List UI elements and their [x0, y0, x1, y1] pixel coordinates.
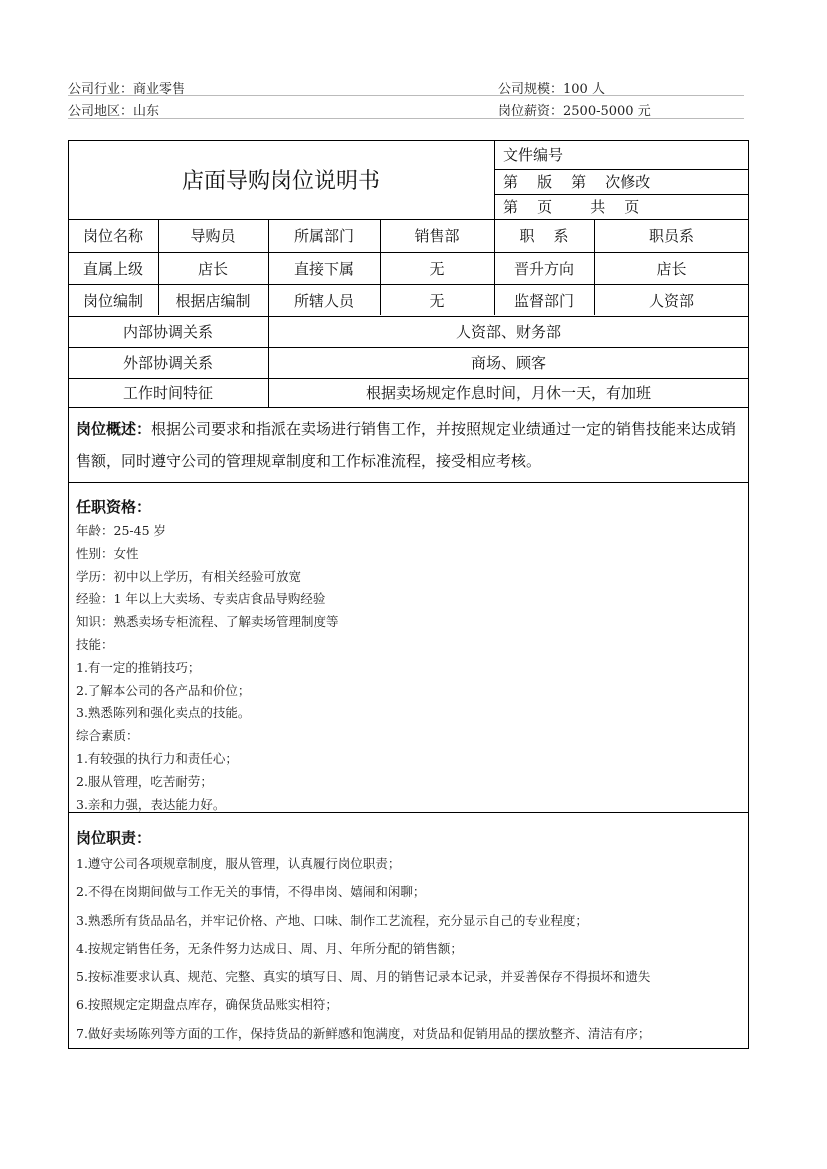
qualification-item: 1.有一定的推销技巧；	[76, 659, 201, 675]
duty-item: 2.不得在岗期间做与工作无关的事情，不得串岗、嬉闹和闲聊；	[76, 884, 426, 900]
internal-relations-value: 人资部、财务部	[455, 323, 561, 341]
staff-label: 所辖人员	[293, 291, 354, 310]
worktime-label: 工作时间特征	[122, 384, 213, 402]
subordinates-label: 直接下属	[293, 259, 354, 278]
qualification-item: 综合素质：	[76, 728, 139, 744]
supervisor-label: 直属上级	[82, 259, 143, 278]
internal-relations-label: 内部协调关系	[122, 323, 213, 341]
duty-item: 6.按照规定定期盘点库存，确保货品账实相符；	[76, 997, 338, 1013]
supervision-value: 人资部	[648, 291, 694, 310]
duties-list	[76, 850, 650, 1048]
department-label: 所属部门	[293, 227, 354, 245]
qualifications-title: 任职资格：	[76, 498, 152, 516]
page-label: 第 页 共 页	[503, 198, 640, 216]
job-title-value: 导购员	[190, 227, 236, 245]
supervisor-value: 店长	[197, 259, 228, 278]
qualification-item: 学历：初中以上学历，有相关经验可放宽	[76, 568, 302, 584]
headcount-label: 岗位编制	[82, 291, 143, 310]
staff-value: 无	[429, 291, 445, 310]
qualification-item: 3.亲和力强，表达能力好。	[76, 796, 226, 812]
header-divider	[68, 95, 744, 96]
company-scale: 公司规模：100 人	[498, 82, 605, 97]
qualification-item: 经验：1 年以上大卖场、专卖店食品导购经验	[76, 591, 326, 607]
document-title: 店面导购岗位说明书	[181, 169, 380, 194]
job-family-value: 职员系	[648, 227, 694, 245]
duty-item: 3.熟悉所有货品品名，并牢记价格、产地、口味、制作工艺流程，充分显示自己的专业程度；	[76, 912, 588, 928]
summary-text: 根据公司要求和指派在卖场进行销售工作，并按照规定业绩通过一定的销售技能来达成销售额，同时遵守公司的管理规章制度和工作标准流程，接受相应考核。	[76, 420, 737, 470]
version-label: 第 版 第 次修改	[503, 173, 651, 191]
job-title-label: 岗位名称	[82, 227, 143, 245]
qualifications-list	[76, 520, 339, 816]
duty-item: 4.按规定销售任务，无条件努力达成日、周、月、年所分配的销售额；	[76, 940, 463, 956]
company-region: 公司地区：山东	[68, 104, 160, 119]
grid-line	[68, 407, 749, 408]
position-salary: 岗位薪资：2500-5000 元	[498, 104, 651, 119]
department-value: 销售部	[414, 227, 460, 245]
qualification-item: 1.有较强的执行力和责任心；	[76, 750, 238, 766]
subordinates-value: 无	[429, 259, 445, 278]
headcount-value: 根据店编制	[175, 291, 251, 310]
qualification-item: 3.熟悉陈列和强化卖点的技能。	[76, 705, 251, 721]
promotion-value: 店长	[656, 259, 687, 278]
duty-item: 5.按标准要求认真、规范、完整、真实的填写日、周、月的销售记录本记录，并妥善保存不得损坏和遗失	[76, 969, 651, 985]
promotion-label: 晋升方向	[513, 259, 574, 278]
duty-item: 7.做好卖场陈列等方面的工作，保持货品的新鲜感和饱满度，对货品和促销用品的摆放整齐、清洁有序；	[76, 1025, 651, 1041]
qualification-item: 2.服从管理，吃苦耐劳；	[76, 773, 213, 789]
supervision-label: 监督部门	[513, 291, 574, 310]
duty-item: 1.遵守公司各项规章制度，服从管理，认真履行岗位职责；	[76, 856, 401, 871]
duties-title: 岗位职责：	[76, 829, 152, 847]
header-divider	[68, 118, 744, 119]
grid-line	[68, 482, 749, 483]
summary-label: 岗位概述：	[76, 420, 152, 438]
job-summary	[76, 413, 748, 477]
company-industry: 公司行业：商业零售	[68, 82, 186, 97]
qualification-item: 性别：女性	[76, 545, 139, 561]
external-relations-label: 外部协调关系	[122, 354, 213, 372]
worktime-value: 根据卖场规定作息时间，月休一天，有加班	[365, 384, 651, 402]
external-relations-value: 商场、顾客	[470, 354, 546, 372]
qualification-item: 知识：熟悉卖场专柜流程、了解卖场管理制度等	[76, 614, 339, 630]
qualification-item: 2.了解本公司的各产品和价位；	[76, 682, 251, 698]
qualification-item: 技能：	[76, 636, 114, 652]
qualification-item: 年龄：25-45 岁	[76, 523, 167, 538]
job-family-label: 职 系	[519, 227, 569, 245]
doc-number-label: 文件编号	[503, 146, 564, 164]
